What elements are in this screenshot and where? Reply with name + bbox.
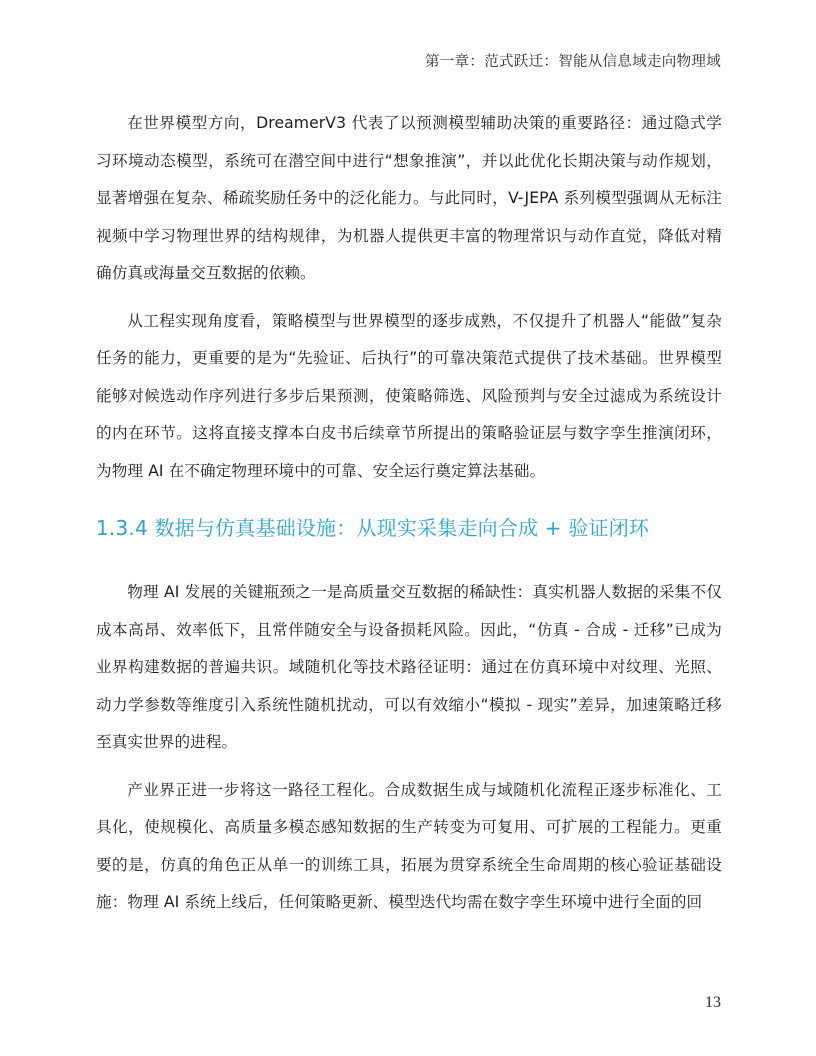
body-paragraph: 在世界模型方向，DreamerV3 代表了以预测模型辅助决策的重要路径：通过隐式学习环境动态模型，系统可在潜空间中进行“想象推演”，并以此优化长期决策与动作规划，显著增强在复杂、稀疏奖励任务中的泛化能力。与此同时，V-JEPA 系列模型强调从无标注视频中学习物理世界的结构规律，为机器人提供更丰富的物理常识与动作直觉，降低对精确仿真或海量交互数据的依赖。: [96, 114, 722, 282]
page-body: [96, 105, 722, 922]
body-paragraph: 产业界正进一步将这一路径工程化。合成数据生成与域随机化流程正逐步标准化、工具化，使规模化、高质量多模态感知数据的生产转变为可复用、可扩展的工程能力。更重要的是，仿真的角色正从单一的训练工具，拓展为贯穿系统全生命周期的核心验证基础设施：物理 AI 系统上线后，任何策略更新、模型迭代均需在数字孪生环境中进行全面的回: [96, 780, 722, 911]
running-header-title: 第一章：范式跃迁：智能从信息域走向物理域: [425, 54, 721, 70]
body-paragraph: 从工程实现角度看，策略模型与世界模型的逐步成熟，不仅提升了机器人“能做”复杂任务的能力，更重要的是为“先验证、后执行”的可靠决策范式提供了技术基础。世界模型能够对候选动作序列进行多步后果预测，使策略筛选、风险预判与安全过滤成为系统设计的内在环节。这将直接支撑本白皮书后续章节所提出的策略验证层与数字孪生推演闭环，为物理 AI 在不确定物理环境中的可靠、安全运行奠定算法基础。: [96, 311, 722, 480]
page-number: 13: [705, 994, 721, 1011]
body-paragraph: 物理 AI 发展的关键瓶颈之一是高质量交互数据的稀缺性：真实机器人数据的采集不仅成本高昂、效率低下，且常伴随安全与设备损耗风险。因此，“仿真 - 合成 - 迁移”已成为业界构建数据的普遍共识。域随机化等技术路径证明：通过在仿真环境中对纹理、光照、动力学参数等维度引入系统性随机扰动，可以有效缩小“模拟 - 现实”差异，加速策略迁移至真实世界的进程。: [96, 583, 722, 751]
section-heading: 1.3.4 数据与仿真基础设施：从现实采集走向合成 + 验证闭环: [96, 516, 650, 540]
